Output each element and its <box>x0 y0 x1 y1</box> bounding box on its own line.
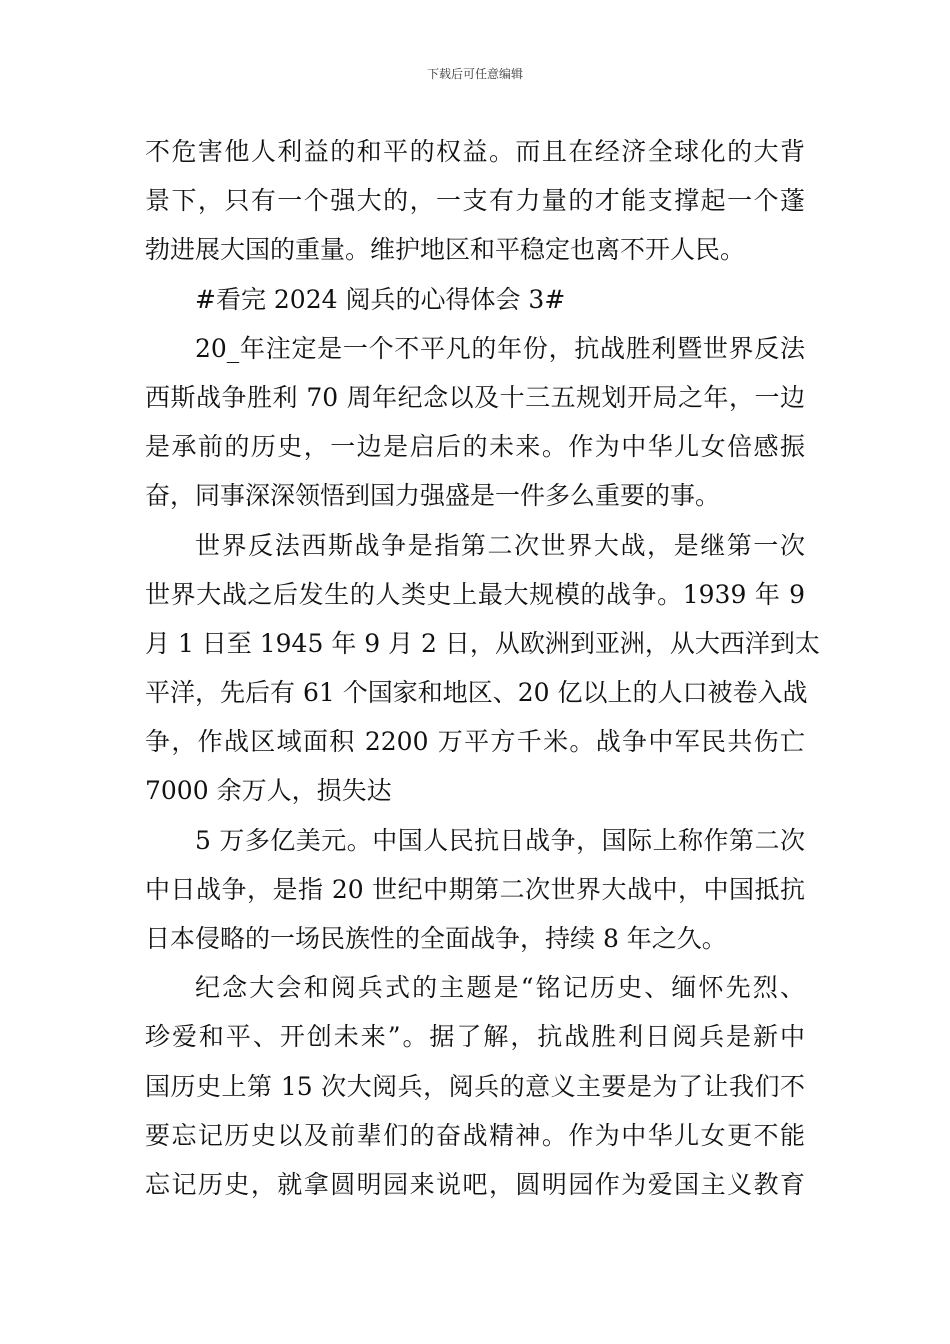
text-line: 20_年注定是一个不平凡的年份，抗战胜利暨世界反法 <box>195 333 805 363</box>
text-line: 纪念大会和阅兵式的主题是“铭记历史、缅怀先烈、 <box>195 973 805 1003</box>
paragraph <box>145 816 805 964</box>
text-line: 平洋，先后有 61 个国家和地区、20 亿以上的人口被卷入战 <box>145 678 808 708</box>
paragraph <box>145 127 805 275</box>
text-line: 中日战争，是指 20 世纪中期第二次世界大战中，中国抵抗 <box>145 874 805 904</box>
section-heading <box>145 275 805 324</box>
page-header: 下载后可任意编辑 <box>426 67 523 81</box>
text-line: 忘记历史，就拿圆明园来说吧，圆明园作为爱国主义教育 <box>145 1169 805 1199</box>
text-line: 不危害他人利益的和平的权益。而且在经济全球化的大背 <box>145 137 805 166</box>
text-line: 7000 余万人，损失达 <box>145 776 392 806</box>
text-line: 西斯战争胜利 70 周年纪念以及十三五规划开局之年，一边 <box>145 382 805 412</box>
text-line: 景下，只有一个强大的，一支有力量的才能支撑起一个蓬 <box>145 186 805 216</box>
text-line: 日本侵略的一场民族性的全面战争，持续 8 年之久。 <box>145 924 727 953</box>
text-line: 世界大战之后发生的人类史上最大规模的战争。1939 年 9 <box>145 579 805 609</box>
heading-line: #看完 2024 阅兵的心得体会 3# <box>195 284 566 314</box>
text-line: 奋，同事深深领悟到国力强盛是一件多么重要的事。 <box>145 481 721 511</box>
text-line: 国历史上第 15 次大阅兵，阅兵的意义主要是为了让我们不 <box>145 1071 805 1101</box>
paragraph <box>145 963 805 1209</box>
text-line: 世界反法西斯战争是指第二次世界大战，是继第一次 <box>195 530 805 560</box>
paragraph <box>145 521 820 816</box>
text-line: 月 1 日至 1945 年 9 月 2 日，从欧洲到亚洲，从大西洋到太 <box>145 628 820 658</box>
document-body <box>145 127 820 1209</box>
text-line: 争，作战区域面积 2200 万平方千米。战争中军民共伤亡 <box>145 727 805 757</box>
paragraph <box>145 324 805 521</box>
text-line: 勃进展大国的重量。维护地区和平稳定也离不开人民。 <box>145 235 746 265</box>
text-line: 珍爱和平、开创未来”。据了解，抗战胜利日阅兵是新中 <box>145 1022 805 1052</box>
text-line: 5 万多亿美元。中国人民抗日战争，国际上称作第二次 <box>195 825 805 855</box>
text-line: 要忘记历史以及前辈们的奋战精神。作为中华儿女更不能 <box>145 1120 805 1150</box>
text-line: 是承前的历史，一边是启后的未来。作为中华儿女倍感振 <box>145 432 805 462</box>
